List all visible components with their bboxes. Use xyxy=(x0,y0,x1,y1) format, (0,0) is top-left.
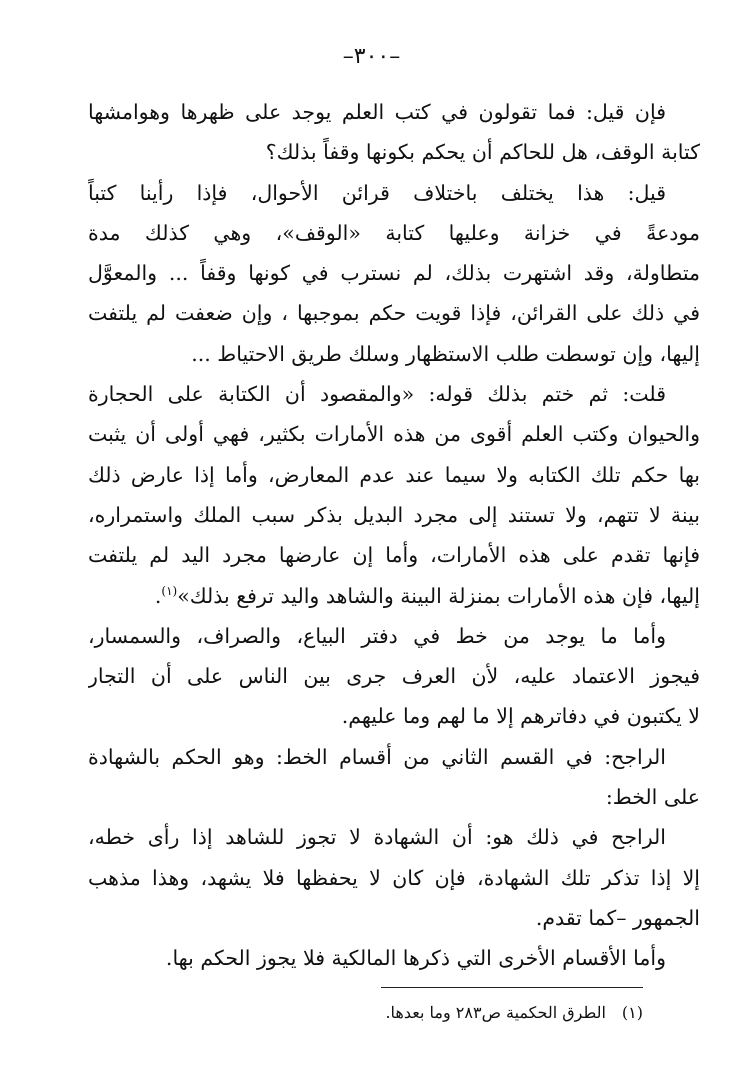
paragraph-ledgers xyxy=(88,616,700,737)
text-line: الجمهور –كما تقدم. xyxy=(535,905,700,930)
footnote-number: (١) xyxy=(621,1003,643,1022)
paragraph-heading xyxy=(88,737,700,818)
paragraph-preferred xyxy=(88,817,700,938)
text-line: وأما ما يوجد من خط في دفتر البياع، والصراف، والسمسار، xyxy=(88,623,666,648)
text-line: بينة لا تتهم، ولا تستند إلى مجرد البديل بذكر سبب الملك واستمراره، xyxy=(88,502,700,527)
footnote-divider xyxy=(381,987,643,988)
text-line: فإن قيل: فما تقولون في كتب العلم يوجد على ظهرها وهوامشها xyxy=(88,100,666,124)
paragraph-question xyxy=(88,92,700,173)
text-line xyxy=(88,576,700,616)
text-line: فيجوز الاعتماد عليه، لأن العرف جرى بين الناس على أن التجار xyxy=(88,664,700,689)
footnote xyxy=(343,1003,643,1022)
text-line: بها حكم تلك الكتابه ولا سيما عند عدم المعارض، وأما إذا عارض ذلك xyxy=(88,462,700,487)
text-line: لا يكتبون في دفاترهم إلا ما لهم وما عليهم. xyxy=(341,704,700,729)
paragraph-answer xyxy=(88,173,700,374)
text-line: وأما الأقسام الأخرى التي ذكرها المالكية فلا يجوز الحكم بها. xyxy=(165,946,666,971)
text-line: الراجح: في القسم الثاني من أقسام الخط: وهو الحكم بالشهادة xyxy=(88,744,666,769)
text-line: إليها، وإن توسطت طلب الاستظهار وسلك طريق الاحتياط ... xyxy=(191,341,700,366)
quote-end-text: إليها، فإن هذه الأمارات بمنزلة البينة والشاهد واليد ترفع بذلك» xyxy=(177,583,700,608)
page-number: –٣٠٠– xyxy=(342,44,401,69)
period: . xyxy=(154,583,162,608)
text-line: متطاولة، وقد اشتهرت بذلك، لم نسترب في كونها وقفاً ... والمعوَّل xyxy=(88,261,700,286)
text-line: على الخط: xyxy=(605,785,700,810)
footnote-marker: (١) xyxy=(161,583,178,598)
body-text xyxy=(88,92,700,979)
text-line: الراجح في ذلك هو: أن الشهادة لا تجوز للشاهد إذا رأى خطه، xyxy=(88,825,666,850)
text-line: إلا إذا تذكر تلك الشهادة، فإن كان لا يحفظها فلا يشهد، وهذا مذهب xyxy=(88,865,700,890)
text-line: فإنها تقدم على هذه الأمارات، وأما إن عارضها مجرد اليد لم يلتفت xyxy=(88,543,700,568)
text-line: في ذلك على القرائن، فإذا قويت حكم بموجبها ، وإن ضعفت لم يلتفت xyxy=(88,301,700,326)
paragraph-closing xyxy=(88,938,700,978)
paragraph-quote xyxy=(88,374,700,616)
text-line: والحيوان وكتب العلم أقوى من هذه الأمارات بكثير، فهي أولى أن يثبت xyxy=(88,422,700,447)
text-line: قيل: هذا يختلف باختلاف قرائن الأحوال، فإذا رأينا كتباً xyxy=(88,180,666,205)
text-line: كتابة الوقف، هل للحاكم أن يحكم بكونها وقفاً بذلك؟ xyxy=(265,140,700,165)
text-line: قلت: ثم ختم بذلك قوله: «والمقصود أن الكتابة على الحجارة xyxy=(88,382,666,407)
text-line: مودعةً في خزانة وعليها كتابة «الوقف»، وهي كذلك مدة xyxy=(88,220,700,245)
footnote-text: الطرق الحكمية ص٢٨٣ وما بعدها. xyxy=(385,1003,606,1022)
